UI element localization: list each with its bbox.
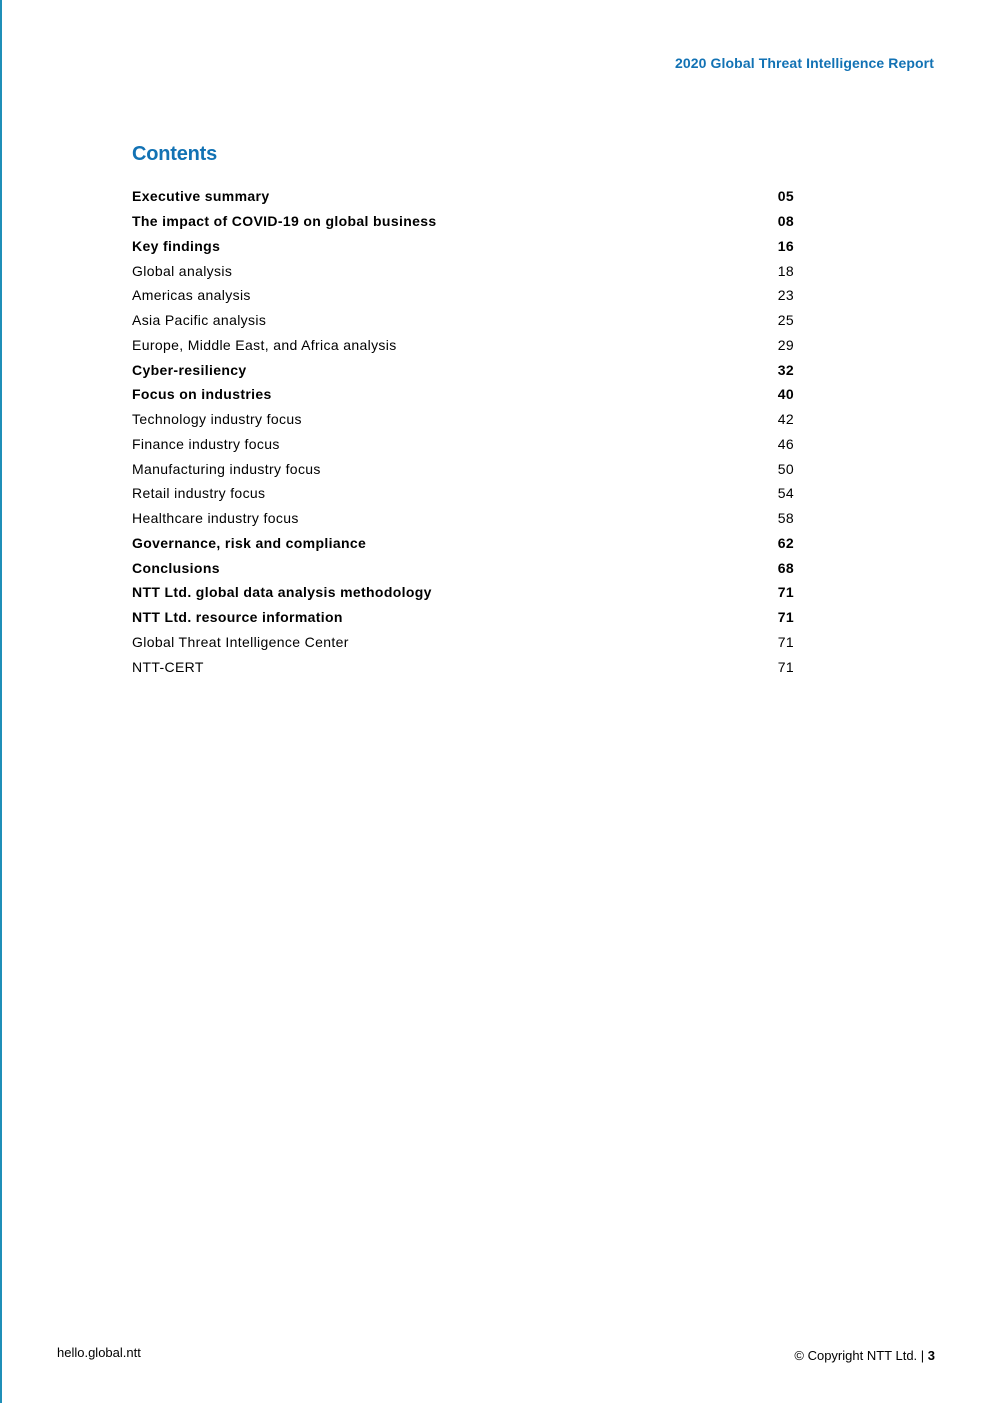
toc-entry-title: Retail industry focus	[132, 485, 266, 502]
toc-entry-page: 16	[777, 237, 794, 254]
toc-entry-page: 62	[777, 534, 794, 551]
toc-entry-title: The impact of COVID-19 on global business	[132, 213, 437, 230]
toc-entry-title: Global analysis	[132, 262, 233, 279]
toc-entry-title: NTT-CERT	[132, 658, 204, 675]
toc-entry-page: 42	[777, 411, 794, 428]
toc-entry-title: Global Threat Intelligence Center	[132, 633, 349, 650]
toc-entry-page: 71	[777, 633, 794, 650]
toc-entry-page: 40	[777, 386, 794, 403]
toc-entry[interactable]	[132, 531, 794, 556]
toc-entry[interactable]	[132, 407, 794, 432]
toc-entry-page: 08	[777, 213, 794, 230]
toc-entry-page: 18	[777, 262, 794, 279]
toc-entry-page: 68	[777, 559, 794, 576]
toc-entry[interactable]	[132, 283, 794, 308]
footer-website: hello.global.ntt	[57, 1345, 141, 1360]
toc-entry-page: 58	[777, 510, 794, 527]
toc-entry-page: 29	[777, 336, 794, 353]
toc-entry-page: 71	[777, 609, 794, 626]
toc-entry-page: 23	[777, 287, 794, 304]
toc-entry-title: Key findings	[132, 237, 221, 254]
toc-entry[interactable]	[132, 481, 794, 506]
toc-entry-page: 05	[777, 188, 794, 205]
toc-entry[interactable]	[132, 654, 794, 679]
toc-entry-title: Europe, Middle East, and Africa analysis	[132, 336, 397, 353]
toc-entry[interactable]	[132, 333, 794, 358]
copyright-text: © Copyright NTT Ltd. |	[794, 1348, 928, 1363]
toc-entry[interactable]	[132, 456, 794, 481]
toc-entry-page: 54	[777, 485, 794, 502]
toc-entry[interactable]	[132, 432, 794, 457]
toc-entry[interactable]	[132, 209, 794, 234]
report-title: 2020 Global Threat Intelligence Report	[675, 55, 934, 71]
toc-entry-page: 25	[777, 312, 794, 329]
page-number: 3	[927, 1348, 935, 1363]
toc-entry[interactable]	[132, 234, 794, 259]
toc-entry-title: Manufacturing industry focus	[132, 460, 321, 477]
toc-entry-title: Cyber-resiliency	[132, 361, 247, 378]
toc-entry-page: 32	[777, 361, 794, 378]
toc-entry-page: 50	[777, 460, 794, 477]
toc-entry[interactable]	[132, 382, 794, 407]
toc-entry[interactable]	[132, 308, 794, 333]
toc-entry[interactable]	[132, 258, 794, 283]
left-margin-rule	[0, 0, 2, 1403]
toc-entry-page: 71	[777, 584, 794, 601]
toc-entry[interactable]	[132, 357, 794, 382]
contents-heading: Contents	[132, 143, 218, 165]
table-of-contents	[132, 184, 794, 679]
toc-entry-title: Governance, risk and compliance	[132, 534, 367, 551]
toc-entry-title: Technology industry focus	[132, 411, 302, 428]
toc-entry-title: Finance industry focus	[132, 435, 280, 452]
toc-entry[interactable]	[132, 580, 794, 605]
toc-entry-page: 71	[777, 658, 794, 675]
toc-entry-title: NTT Ltd. global data analysis methodology	[132, 584, 432, 601]
toc-entry[interactable]	[132, 605, 794, 630]
toc-entry[interactable]	[132, 630, 794, 655]
toc-entry-page: 46	[777, 435, 794, 452]
toc-entry-title: Conclusions	[132, 559, 220, 576]
toc-entry-title: Focus on industries	[132, 386, 272, 403]
toc-entry[interactable]	[132, 184, 794, 209]
footer-copyright	[794, 1348, 935, 1363]
toc-entry-title: Americas analysis	[132, 287, 251, 304]
toc-entry-title: Healthcare industry focus	[132, 510, 299, 527]
toc-entry-title: Asia Pacific analysis	[132, 312, 267, 329]
toc-entry-title: Executive summary	[132, 188, 270, 205]
toc-entry[interactable]	[132, 555, 794, 580]
toc-entry[interactable]	[132, 506, 794, 531]
toc-entry-title: NTT Ltd. resource information	[132, 609, 343, 626]
